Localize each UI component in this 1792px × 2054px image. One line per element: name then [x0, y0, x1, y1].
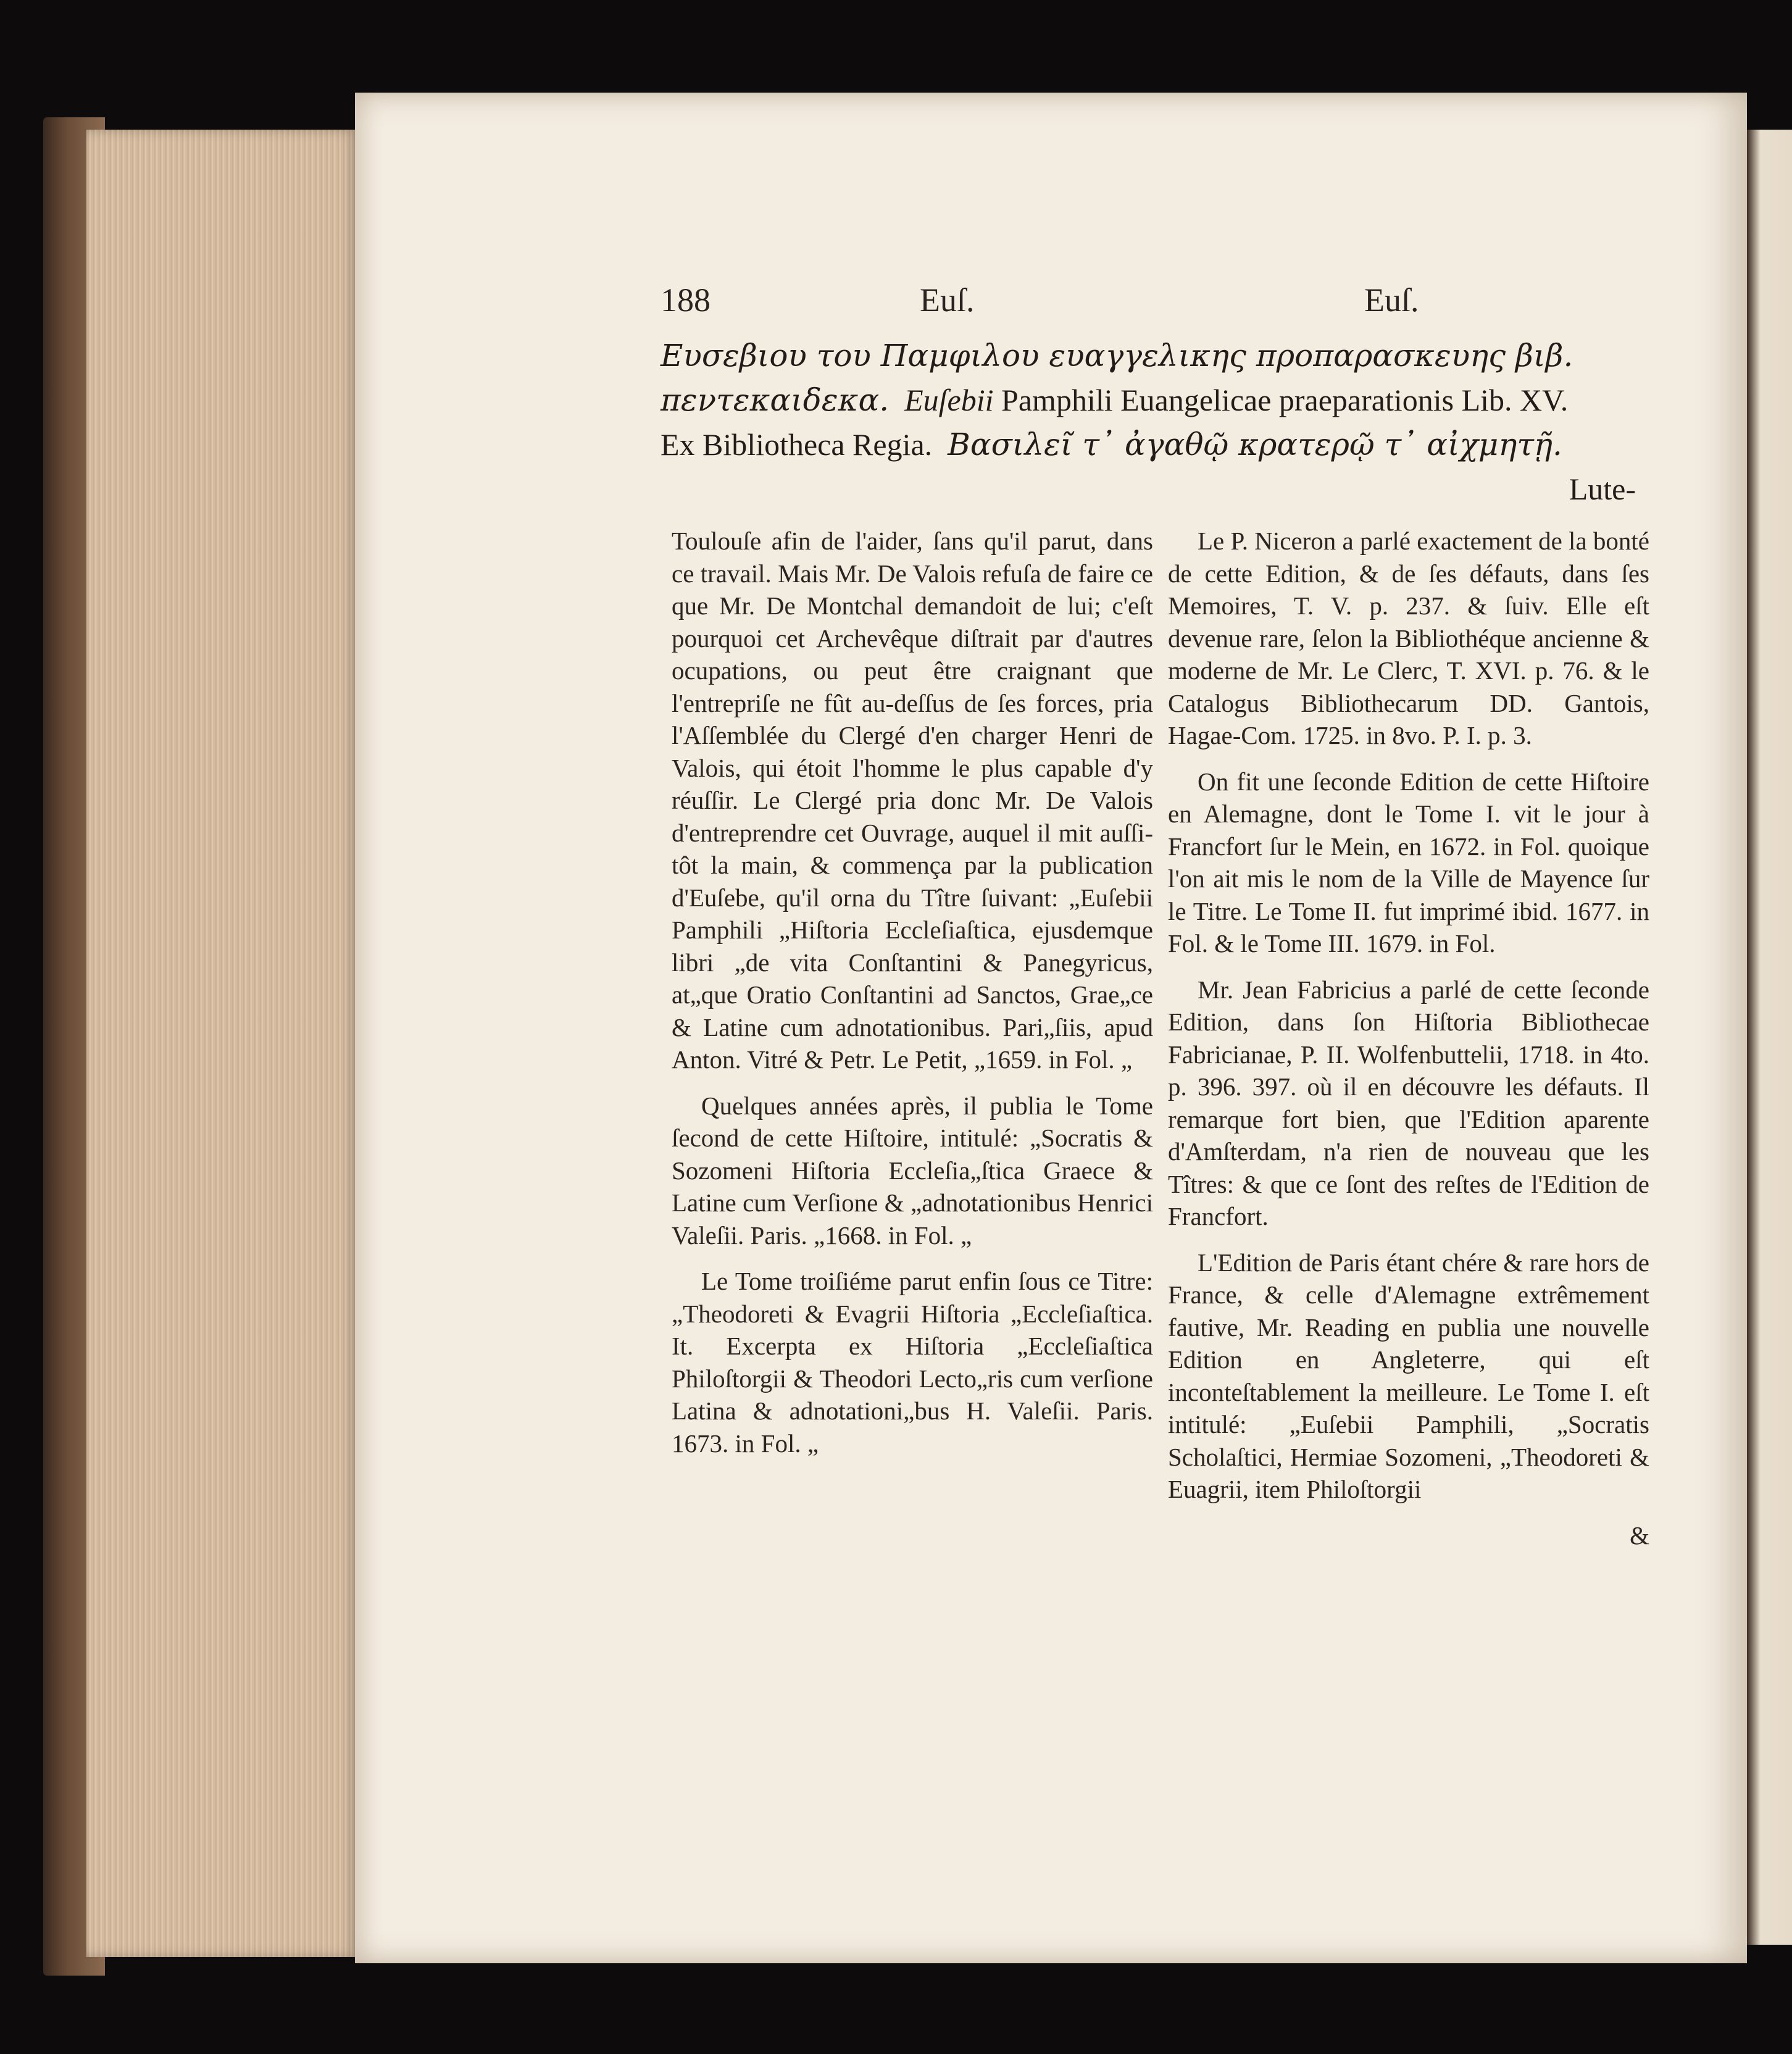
greek-title-line-2: πεντεκαιδεκα. [661, 382, 890, 418]
greek-motto: Βασιλεῖ τ᾽ ἀγαθῷ κρατερῷ τ᾽ αἰχμητῇ. [948, 427, 1562, 462]
left-paragraph-1: Toulouſe afin de l'aider, ſans qu'il parut, dans ce travail. Mais Mr. De Valois refuſa de faire ce que Mr. De Montchal demandoit de lui; c'eſt pourquoi cet Archevêque diſtrait par d'autres ocupations, ou peut être craignant que l'entrepriſe ne fût au-deſſus de ſes forces, pria l'Aſſemblée du Clergé d'en charger Henri de Valois, qui étoit l'homme le plus capable d'y réuſſir. Le Clergé pria donc Mr. De Valois d'entreprendre cet Ouvrage, auquel il mit auſſi-tôt la main, & commença par la publication d'Euſebe, qu'il orna du Tître ſuivant: „Euſebii Pamphili „Hiſtoria Eccleſiaſtica, ejusdemque libri „de vita Conſtantini & Panegyricus, at„que Oratio Conſtantini ad Sanctos, Grae„ce & Latine cum adnotationibus. Pari„ſiis, apud Anton. Vitré & Petr. Le Petit, „1659. in Fol. „ [672, 527, 1153, 1074]
page-stack-edges [86, 130, 358, 1957]
title-block [661, 333, 1636, 511]
right-column [1168, 525, 1649, 1551]
head-right: Euſ. [1364, 282, 1419, 319]
latin-title-italic: Euſebii [904, 383, 994, 417]
right-paragraph-1: Le P. Niceron a parlé exactement de la bonté de cette Edition, & de ſes défauts, dans ſes Memoires, T. V. p. 237. & ſuiv. Elle eſt devenue rare, ſelon la Bibliothéque ancienne & moderne de Mr. Le Clerc, T. XVI. p. 76. & le Catalogus Bibliothecarum DD. Gantois, Hagae-Com. 1725. in 8vo. P. I. p. 3. [1168, 527, 1649, 749]
right-paragraph-3: Mr. Jean Fabricius a parlé de cette ſeconde Edition, dans ſon Hiſtoria Bibliothecae Fabricianae, P. II. Wolfenbuttelii, 1718. in 4to. p. 396. 397. où il en découvre les défauts. Il remarque fort bien, que l'Edition aparente d'Amſterdam, n'a rien de nouveau que les Tîtres: & que ce ſont des reſtes de l'Edition de Francfort. [1168, 975, 1649, 1230]
latin-title: Pamphili Euangelicae praeparationis Lib. XV. [1001, 383, 1569, 417]
right-paragraph-4: L'Edition de Paris étant chére & rare hors de France, & celle d'Alemagne extrêmement fautive, Mr. Reading en publia une nouvelle Edition en Angleterre, qui eſt inconteſtablement la meilleure. Le Tome I. eſt intitulé: „Euſebii Pamphili, „Socratis Scholaſtici, Hermiae Sozomeni, „Theodoreti & Euagrii, item Philoſtorgii [1168, 1248, 1649, 1503]
title-line-3 [661, 422, 1636, 467]
source-line: Ex Bibliotheca Regia. [661, 427, 933, 462]
left-paragraph-2: Quelques années après, il publia le Tome ſecond de cette Hiſtoire, intitulé: „Socratis & Sozomeni Hiſtoria Eccleſia„ſtica Graece & Latine cum Verſione & „adnotationibus Henrici Valeſii. Paris. „1668. in Fol. „ [672, 1091, 1153, 1250]
facing-page-edge [1747, 130, 1792, 1945]
left-column [672, 525, 1153, 1473]
right-paragraph-2: On fit une ſeconde Edition de cette Hiſtoire en Alemagne, dont le Tome I. vit le jour à Francfort ſur le Mein, en 1672. in Fol. quoique l'on ait mis le nom de la Ville de Mayence ſur le Titre. Le Tome II. fut imprimé ibid. 1677. in Fol. & le Tome III. 1679. in Fol. [1168, 767, 1649, 958]
left-paragraph-3: Le Tome troiſiéme parut enfin ſous ce Titre: „Theodoreti & Evagrii Hiſtoria „Eccleſiaſtica. It. Excerpta ex Hiſtoria „Eccleſiaſtica Philoſtorgii & Theodori Lecto„ris cum verſione Latina & adnotationi„bus H. Valeſii. Paris. 1673. in Fol. „ [672, 1267, 1153, 1458]
right-catchword: & [1630, 1521, 1649, 1550]
title-catchword: Lute- [1569, 472, 1636, 506]
page-number: 188 [661, 282, 711, 319]
title-line-2 [661, 378, 1636, 422]
head-center: Euſ. [920, 282, 975, 319]
running-head [661, 281, 1419, 330]
greek-title-line-1: Ευσεβιου του Παμφιλου ευαγγελικης προπαρασκευης βιβ. [661, 338, 1573, 374]
title-line-1 [661, 333, 1636, 378]
